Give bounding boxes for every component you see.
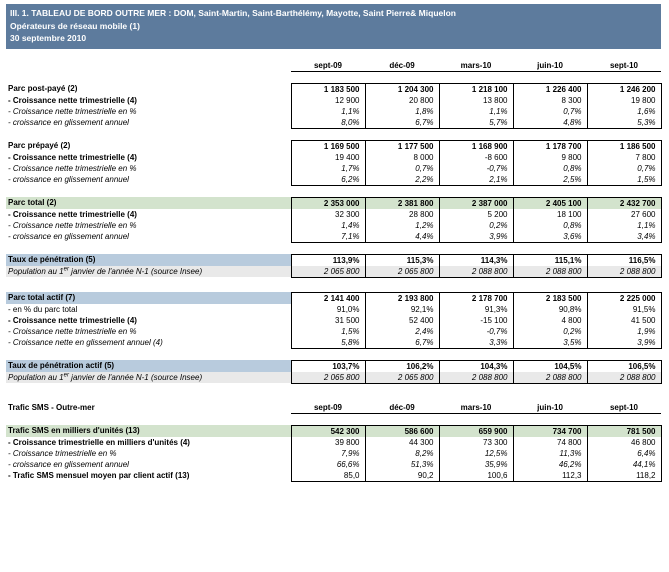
row-label: Parc prépayé (2) xyxy=(8,141,71,151)
row-value: 3,4% xyxy=(587,231,661,243)
table-row xyxy=(6,315,661,326)
row-value: 2,2% xyxy=(365,174,439,186)
document-title-block xyxy=(6,4,661,49)
row-value: 3,9% xyxy=(587,337,661,349)
row-value: 1,2% xyxy=(365,220,439,231)
row-value: 2 178 700 xyxy=(439,292,513,304)
row-label: - Croissance nette trimestrielle en % xyxy=(8,163,137,173)
row-label: - Croissance nette trimestrielle (4) xyxy=(8,152,137,162)
row-value: 103,7% xyxy=(291,360,365,372)
row-value: 1 218 100 xyxy=(439,83,513,95)
row-value: 734 700 xyxy=(513,425,587,437)
table-row xyxy=(6,140,661,152)
col-header-1: déc-09 xyxy=(365,60,439,72)
sms-col-header-2: mars-10 xyxy=(439,402,513,414)
row-label: - croissance en glissement annuel xyxy=(8,117,129,127)
row-value: 28 800 xyxy=(365,209,439,220)
row-value: 73 300 xyxy=(439,437,513,448)
row-value: 2 193 800 xyxy=(365,292,439,304)
row-value: 113,9% xyxy=(291,254,365,266)
row-value: 91,0% xyxy=(291,304,365,315)
row-value: 112,3 xyxy=(513,470,587,482)
row-label: - Croissance trimestrielle en milliers d'unités (4) xyxy=(8,437,190,447)
row-value: 7,1% xyxy=(291,231,365,243)
row-value: 0,7% xyxy=(365,163,439,174)
row-value: 13 800 xyxy=(439,95,513,106)
row-value: 104,3% xyxy=(439,360,513,372)
col-header-3: juin-10 xyxy=(513,60,587,72)
row-value: 1 177 500 xyxy=(365,140,439,152)
row-label xyxy=(6,372,291,384)
row-value: 18 100 xyxy=(513,209,587,220)
row-value: 0,7% xyxy=(513,106,587,117)
row-value: 12 900 xyxy=(291,95,365,106)
row-label: - croissance en glissement annuel xyxy=(8,231,129,241)
row-value: 3,6% xyxy=(513,231,587,243)
sms-col-header-0: sept-09 xyxy=(291,402,365,414)
row-label-text: Population au 1er janvier de l'année N-1 (source Insee) xyxy=(8,266,203,277)
row-value: 1,1% xyxy=(587,220,661,231)
row-label: - Croissance nette trimestrielle (4) xyxy=(8,315,137,325)
row-value: 0,8% xyxy=(513,163,587,174)
row-value: 46 800 xyxy=(587,437,661,448)
row-label: - croissance en glissement annuel xyxy=(8,174,129,184)
row-value: 115,3% xyxy=(365,254,439,266)
row-value: 2 088 800 xyxy=(513,266,587,278)
row-value: 12,5% xyxy=(439,448,513,459)
row-value: 44,1% xyxy=(587,459,661,470)
row-label: Taux de pénétration (5) xyxy=(6,254,291,266)
row-value: 5,3% xyxy=(587,117,661,129)
row-label: Trafic SMS en milliers d'unités (13) xyxy=(6,425,291,437)
row-value: 1 169 500 xyxy=(291,140,365,152)
row-value: 2 183 500 xyxy=(513,292,587,304)
row-value: 2 088 800 xyxy=(587,266,661,278)
row-value: 1,4% xyxy=(291,220,365,231)
row-value: 1 226 400 xyxy=(513,83,587,95)
row-value: 586 600 xyxy=(365,425,439,437)
row-value: 90,8% xyxy=(513,304,587,315)
row-value: 100,6 xyxy=(439,470,513,482)
row-value: 1 246 200 xyxy=(587,83,661,95)
row-label: - Croissance nette trimestrielle (4) xyxy=(8,95,137,105)
table-row xyxy=(6,372,661,384)
row-value: 2 225 000 xyxy=(587,292,661,304)
row-value: 8,0% xyxy=(291,117,365,129)
table-row xyxy=(6,231,661,243)
title-line-1: III. 1. TABLEAU DE BORD OUTRE MER : DOM, Saint-Martin, Saint-Barthélémy, Mayotte, Saint Pierre& Miquelon xyxy=(10,8,456,18)
row-value: 106,2% xyxy=(365,360,439,372)
row-value: 659 900 xyxy=(439,425,513,437)
row-value: 2 088 800 xyxy=(513,372,587,384)
table-row xyxy=(6,174,661,186)
table-row xyxy=(6,95,661,106)
row-value: 1 186 500 xyxy=(587,140,661,152)
row-value: 39 800 xyxy=(291,437,365,448)
row-value: 2 088 800 xyxy=(439,372,513,384)
table-row xyxy=(6,83,661,95)
table-row xyxy=(6,448,661,459)
row-value: 5,8% xyxy=(291,337,365,349)
table-row xyxy=(6,106,661,117)
row-value: 44 300 xyxy=(365,437,439,448)
row-value: 1,1% xyxy=(291,106,365,117)
row-label: - Trafic SMS mensuel moyen par client actif (13) xyxy=(8,470,190,480)
table-row xyxy=(6,197,661,209)
row-value: 1 178 700 xyxy=(513,140,587,152)
row-value: 781 500 xyxy=(587,425,661,437)
row-value: 104,5% xyxy=(513,360,587,372)
row-label: - Croissance nette trimestrielle en % xyxy=(8,106,137,116)
row-value: 2 065 800 xyxy=(291,266,365,278)
row-label: - Croissance nette trimestrielle en % xyxy=(8,326,137,336)
row-value: 0,2% xyxy=(439,220,513,231)
table-row xyxy=(6,459,661,470)
row-value: 51,3% xyxy=(365,459,439,470)
row-value: 52 400 xyxy=(365,315,439,326)
row-value: 4,8% xyxy=(513,117,587,129)
col-header-0: sept-09 xyxy=(291,60,365,72)
table-row xyxy=(6,304,661,315)
row-value: 8 000 xyxy=(365,152,439,163)
row-label: Taux de pénétration actif (5) xyxy=(6,360,291,372)
row-value: 2 353 000 xyxy=(291,197,365,209)
col-header-4: sept-10 xyxy=(587,60,661,72)
row-value: 1,6% xyxy=(587,106,661,117)
sms-header-row xyxy=(6,402,661,414)
sms-col-header-3: juin-10 xyxy=(513,402,587,414)
row-value: 1,5% xyxy=(587,174,661,186)
row-value: 1,1% xyxy=(439,106,513,117)
row-value: 3,9% xyxy=(439,231,513,243)
row-value: 66,6% xyxy=(291,459,365,470)
row-value: 2 387 000 xyxy=(439,197,513,209)
col-header-2: mars-10 xyxy=(439,60,513,72)
row-value: 46,2% xyxy=(513,459,587,470)
row-value: 7 800 xyxy=(587,152,661,163)
row-value: 74 800 xyxy=(513,437,587,448)
row-value: 91,5% xyxy=(587,304,661,315)
row-value: 9 800 xyxy=(513,152,587,163)
row-value: 2 088 800 xyxy=(439,266,513,278)
row-value: 4,4% xyxy=(365,231,439,243)
row-value: 0,2% xyxy=(513,326,587,337)
row-value: -0,7% xyxy=(439,326,513,337)
title-line-2: Opérateurs de réseau mobile (1) xyxy=(10,20,140,31)
row-value: 32 300 xyxy=(291,209,365,220)
table-row xyxy=(6,292,661,304)
row-value: 2,1% xyxy=(439,174,513,186)
main-table xyxy=(6,49,662,482)
table-row xyxy=(6,152,661,163)
table-row xyxy=(6,326,661,337)
row-value: 6,7% xyxy=(365,117,439,129)
table-row xyxy=(6,254,661,266)
row-label-text: Population au 1er janvier de l'année N-1 (source Insee) xyxy=(8,372,203,383)
row-value: 31 500 xyxy=(291,315,365,326)
row-value: 3,5% xyxy=(513,337,587,349)
row-value: 2 405 100 xyxy=(513,197,587,209)
row-value: 116,5% xyxy=(587,254,661,266)
row-value: 1,9% xyxy=(587,326,661,337)
row-value: 90,2 xyxy=(365,470,439,482)
table-row xyxy=(6,163,661,174)
row-value: 3,3% xyxy=(439,337,513,349)
row-value: 2,5% xyxy=(513,174,587,186)
sms-col-header-1: déc-09 xyxy=(365,402,439,414)
table-row xyxy=(6,220,661,231)
row-label: Parc total actif (7) xyxy=(6,292,291,304)
row-value: 114,3% xyxy=(439,254,513,266)
row-value: 91,3% xyxy=(439,304,513,315)
row-value: -8 600 xyxy=(439,152,513,163)
row-value: 1 168 900 xyxy=(439,140,513,152)
row-value: 0,8% xyxy=(513,220,587,231)
row-value: 4 800 xyxy=(513,315,587,326)
row-value: 6,4% xyxy=(587,448,661,459)
row-value: -0,7% xyxy=(439,163,513,174)
row-label: Parc post-payé (2) xyxy=(8,84,78,94)
row-value: 1,8% xyxy=(365,106,439,117)
row-label: - Croissance nette trimestrielle en % xyxy=(8,220,137,230)
row-label: - Croissance nette en glissement annuel (4) xyxy=(8,337,163,347)
row-value: 1 183 500 xyxy=(291,83,365,95)
row-value: 1,7% xyxy=(291,163,365,174)
row-value: 2 432 700 xyxy=(587,197,661,209)
row-value: -15 100 xyxy=(439,315,513,326)
table-row xyxy=(6,337,661,349)
row-value: 27 600 xyxy=(587,209,661,220)
table-row xyxy=(6,437,661,448)
row-value: 115,1% xyxy=(513,254,587,266)
row-value: 2 065 800 xyxy=(365,372,439,384)
sms-col-header-4: sept-10 xyxy=(587,402,661,414)
row-value: 41 500 xyxy=(587,315,661,326)
row-label xyxy=(6,266,291,278)
row-value: 2 065 800 xyxy=(365,266,439,278)
row-value: 85,0 xyxy=(291,470,365,482)
row-value: 35,9% xyxy=(439,459,513,470)
row-value: 2 065 800 xyxy=(291,372,365,384)
row-value: 6,2% xyxy=(291,174,365,186)
table-row xyxy=(6,425,661,437)
row-value: 20 800 xyxy=(365,95,439,106)
row-value: 11,3% xyxy=(513,448,587,459)
row-value: 0,7% xyxy=(587,163,661,174)
sms-section-title: Trafic SMS - Outre-mer xyxy=(8,402,95,412)
table-row xyxy=(6,266,661,278)
row-value: 1 204 300 xyxy=(365,83,439,95)
row-value: 5,7% xyxy=(439,117,513,129)
row-label: - croissance en glissement annuel xyxy=(8,459,129,469)
table-row xyxy=(6,117,661,129)
row-label: - Croissance trimestrielle en % xyxy=(8,448,117,458)
row-value: 542 300 xyxy=(291,425,365,437)
row-value: 2 141 400 xyxy=(291,292,365,304)
row-value: 1,5% xyxy=(291,326,365,337)
row-value: 19 800 xyxy=(587,95,661,106)
table-header-row xyxy=(6,60,661,72)
title-line-3: 30 septembre 2010 xyxy=(10,33,87,43)
row-value: 8,2% xyxy=(365,448,439,459)
row-label: - en % du parc total xyxy=(8,304,78,314)
row-value: 5 200 xyxy=(439,209,513,220)
row-value: 2 381 800 xyxy=(365,197,439,209)
row-value: 106,5% xyxy=(587,360,661,372)
row-label: - Croissance nette trimestrielle (4) xyxy=(8,209,137,219)
row-value: 92,1% xyxy=(365,304,439,315)
row-value: 118,2 xyxy=(587,470,661,482)
row-value: 6,7% xyxy=(365,337,439,349)
row-value: 7,9% xyxy=(291,448,365,459)
table-row xyxy=(6,209,661,220)
row-value: 19 400 xyxy=(291,152,365,163)
row-label: Parc total (2) xyxy=(6,197,291,209)
row-value: 8 300 xyxy=(513,95,587,106)
table-row xyxy=(6,470,661,482)
row-value: 2 088 800 xyxy=(587,372,661,384)
row-value: 2,4% xyxy=(365,326,439,337)
table-row xyxy=(6,360,661,372)
